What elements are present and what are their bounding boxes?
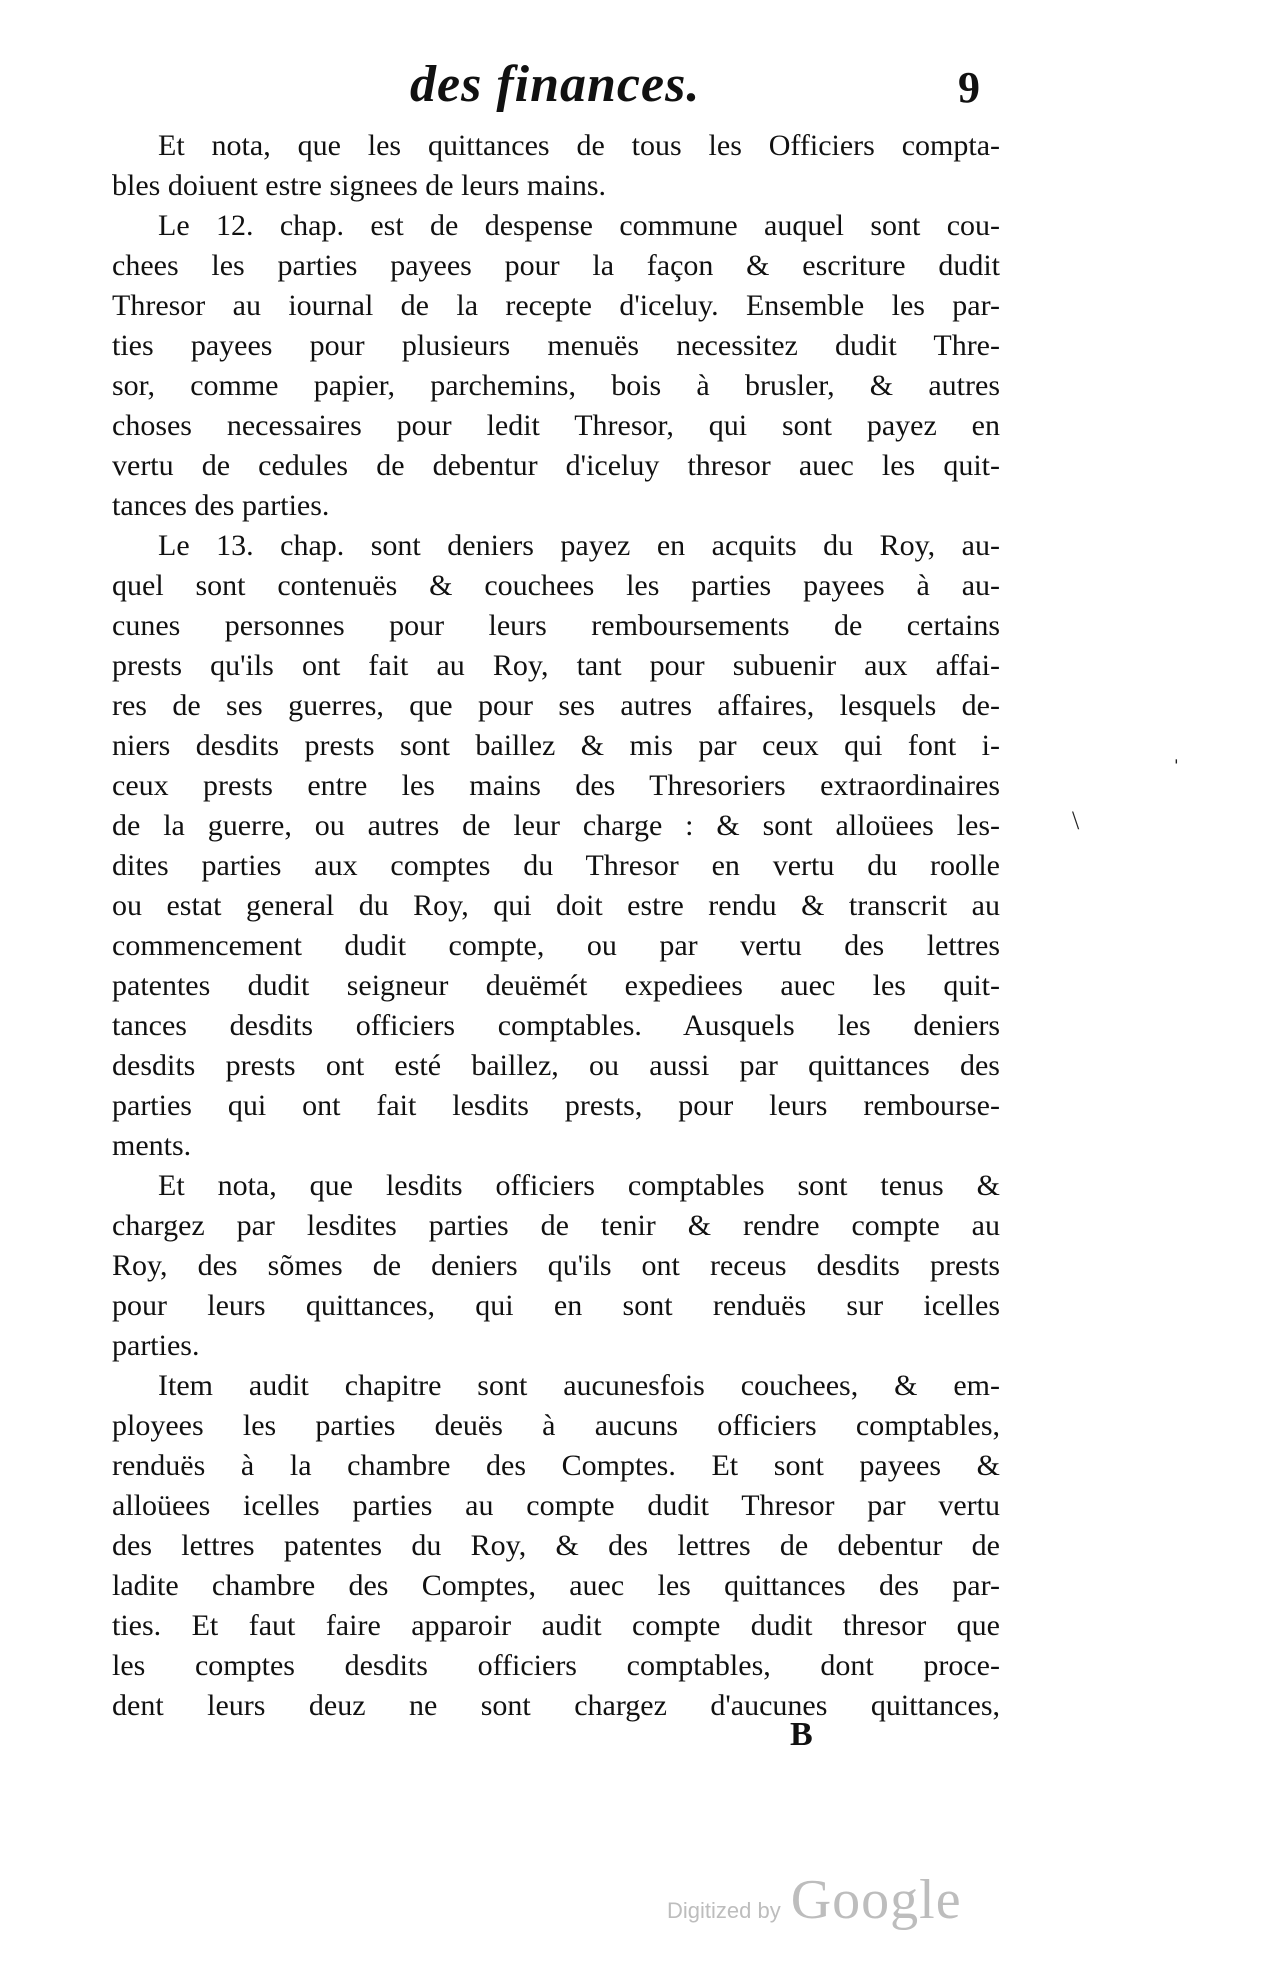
text-line: Le 12. chap. est de despense commune auquel sont cou-	[158, 209, 1000, 242]
text-line: Roy, des sõmes de deniers qu'ils ont receus desdits prests	[112, 1249, 1000, 1282]
text-line: tances desdits officiers comptables. Ausquels les deniers	[112, 1009, 1000, 1042]
text-line: ceux prests entre les mains des Thresoriers extraordinaires	[112, 769, 1000, 802]
watermark-logo: Google	[790, 1869, 962, 1931]
text-line: Thresor au iournal de la recepte d'iceluy. Ensemble les par-	[112, 289, 1000, 322]
text-line: bles doiuent estre signees de leurs mains.	[112, 169, 607, 202]
text-line: dites parties aux comptes du Thresor en vertu du roolle	[112, 849, 1000, 882]
text-line: commencement dudit compte, ou par vertu des lettres	[112, 929, 1000, 962]
running-title: des finances.	[410, 56, 701, 113]
text-line: cunes personnes pour leurs remboursements de certains	[112, 609, 1000, 642]
text-line: quel sont contenuës & couchees les parties payees à au-	[112, 569, 1000, 602]
text-line: vertu de cedules de debentur d'iceluy thresor auec les quit-	[112, 449, 1000, 482]
text-line: chees les parties payees pour la façon & escriture dudit	[112, 249, 1000, 282]
text-line: des lettres patentes du Roy, & des lettres de debentur de	[112, 1529, 1000, 1562]
text-line: ladite chambre des Comptes, auec les quittances des par-	[112, 1569, 1000, 1602]
stray-ink-mark: ˈ	[1172, 755, 1181, 784]
watermark-prefix: Digitized by	[667, 1898, 781, 1923]
text-line: desdits prests ont esté baillez, ou aussi par quittances des	[112, 1049, 1000, 1082]
text-line: ties. Et faut faire apparoir audit compte dudit thresor que	[112, 1609, 1000, 1642]
text-line: renduës à la chambre des Comptes. Et sont payees &	[112, 1449, 1000, 1482]
text-line: pour leurs quittances, qui en sont renduës sur icelles	[112, 1289, 1000, 1322]
text-line: choses necessaires pour ledit Thresor, qui sont payez en	[112, 409, 1000, 442]
text-line: alloüees icelles parties au compte dudit Thresor par vertu	[112, 1489, 1000, 1522]
text-line: prests qu'ils ont fait au Roy, tant pour subuenir aux affai-	[112, 649, 1000, 682]
text-line: les comptes desdits officiers comptables, dont proce-	[112, 1649, 1000, 1682]
digitization-watermark	[667, 1868, 962, 1932]
text-line: de la guerre, ou autres de leur charge : & sont alloüees les-	[112, 809, 1000, 842]
text-line: res de ses guerres, que pour ses autres affaires, lesquels de-	[112, 689, 1000, 722]
text-line: sor, comme papier, parchemins, bois à brusler, & autres	[112, 369, 1000, 402]
text-line: parties.	[112, 1329, 200, 1362]
text-line: Le 13. chap. sont deniers payez en acquits du Roy, au-	[158, 529, 1000, 562]
text-line: Et nota, que lesdits officiers comptables sont tenus &	[158, 1169, 1000, 1202]
text-line: patentes dudit seigneur deuëmét expediees auec les quit-	[112, 969, 1000, 1002]
text-line: ties payees pour plusieurs menuës necessitez dudit Thre-	[112, 329, 1000, 362]
text-line: ments.	[112, 1129, 192, 1162]
text-line: Item audit chapitre sont aucunesfois couchees, & em-	[158, 1369, 1000, 1402]
text-line: parties qui ont fait lesdits prests, pour leurs rembourse-	[112, 1089, 1000, 1122]
body-text	[112, 126, 1000, 1726]
text-line: ou estat general du Roy, qui doit estre rendu & transcrit au	[112, 889, 1000, 922]
text-line: dent leurs deuz ne sont chargez d'aucunes quittances,	[112, 1689, 1000, 1722]
text-line: ployees les parties deuës à aucuns officiers comptables,	[112, 1409, 1000, 1442]
signature-mark: B	[790, 1716, 813, 1753]
text-line: tances des parties.	[112, 489, 330, 522]
page-number: 9	[958, 63, 980, 112]
text-line: niers desdits prests sont baillez & mis par ceux qui font i-	[112, 729, 1000, 762]
text-line: Et nota, que les quittances de tous les Officiers compta-	[158, 129, 1000, 162]
stray-ink-mark: \	[1072, 806, 1080, 835]
text-line: chargez par lesdites parties de tenir & rendre compte au	[112, 1209, 1000, 1242]
